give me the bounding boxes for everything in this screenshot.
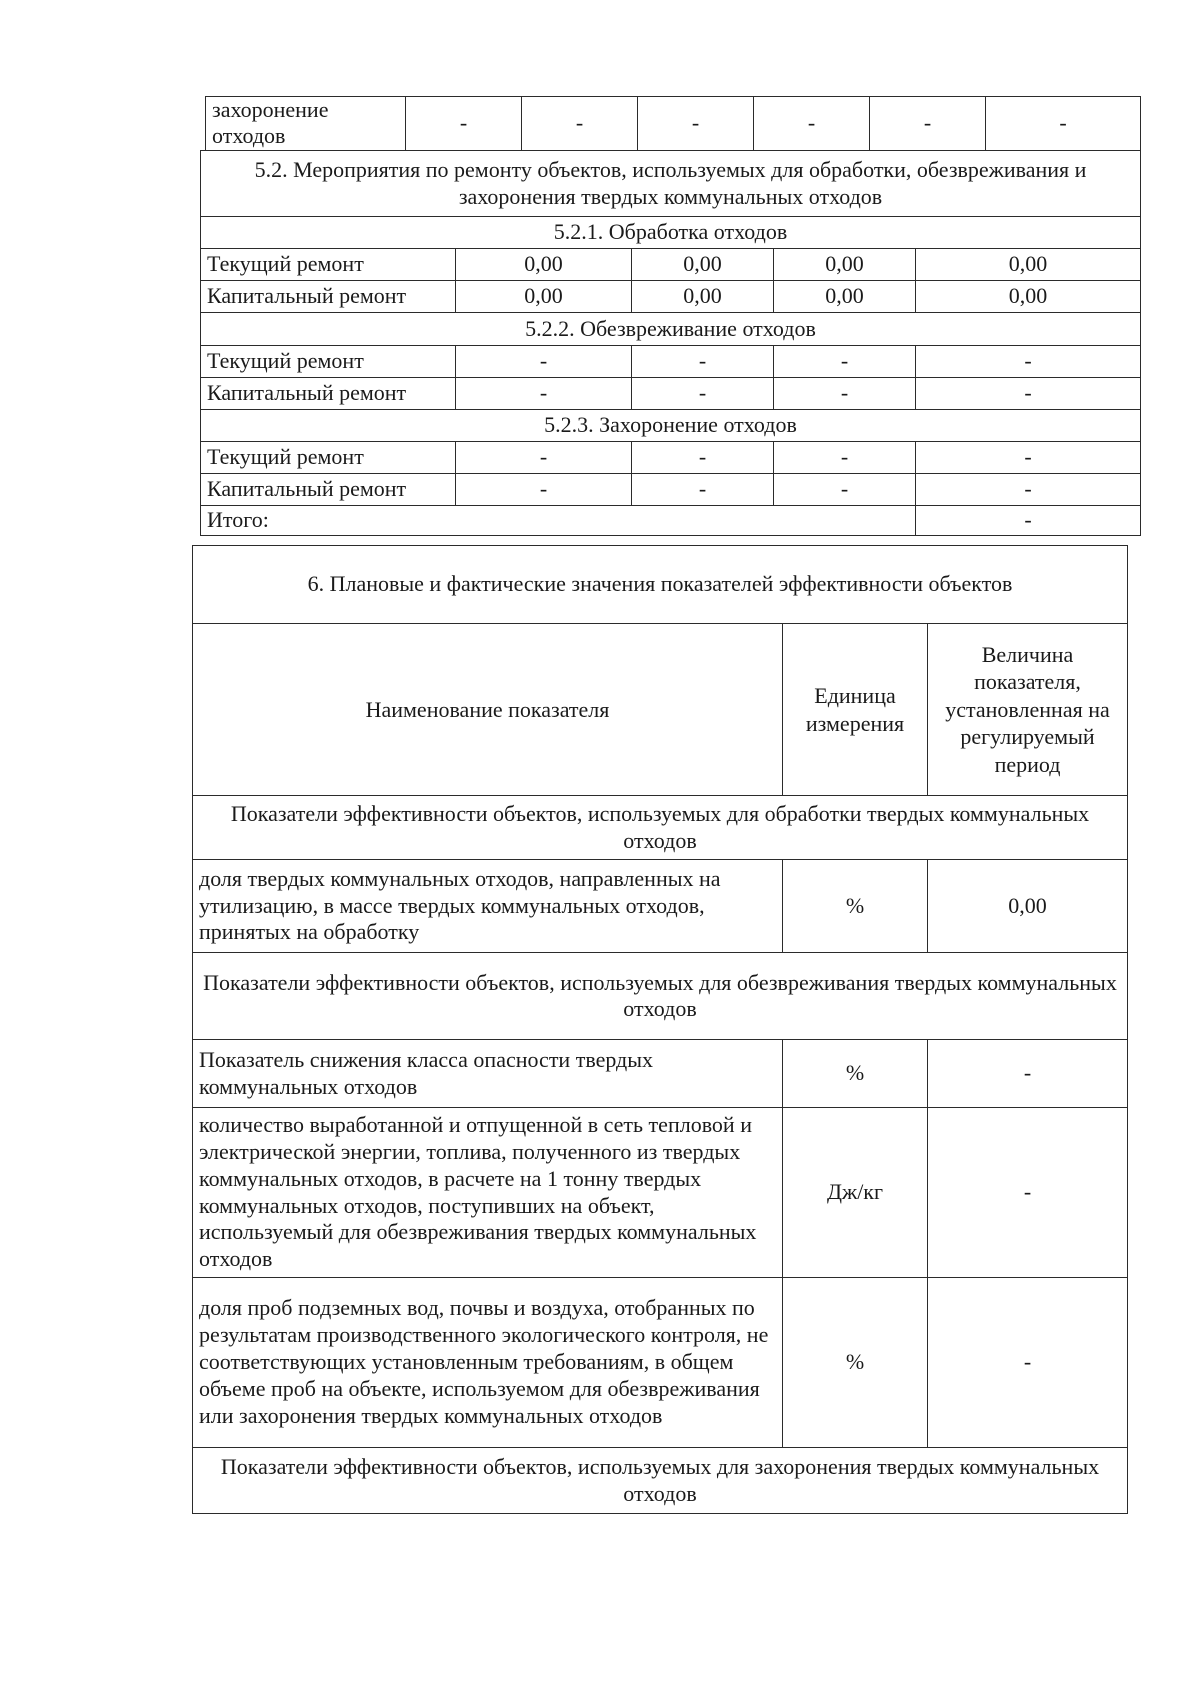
row-label: Текущий ремонт: [201, 442, 456, 474]
table-row: [201, 151, 1141, 217]
indicator-value: -: [928, 1040, 1128, 1108]
section-5-2-table: [200, 150, 1141, 536]
table-row: [201, 442, 1141, 474]
indicator-name: количество выработанной и отпущенной в сеть тепловой и электрической энергии, топлива, полученного из твердых коммунальных отходов, в расчете на 1 тонну твердых коммунальных отходов, поступивших на объект, используемый для обезвреживания твердых коммунальных отходов: [193, 1108, 783, 1278]
total-value: -: [916, 506, 1141, 536]
group-title-neutralization-indicators: Показатели эффективности объектов, используемых для обезвреживания твердых коммунальных отходов: [193, 953, 1128, 1040]
table-cell: -: [916, 474, 1141, 506]
indicator-name: доля проб подземных вод, почвы и воздуха, отобранных по результатам производственного экологического контроля, не соответствующих установленным требованиям, в общем объеме проб на объекте, используемом для обезвреживания или захоронения твердых коммунальных отходов: [193, 1278, 783, 1448]
table-cell: -: [774, 474, 916, 506]
burial-row-table: [205, 96, 1141, 151]
row-label: Капитальный ремонт: [201, 474, 456, 506]
table-cell: 0,00: [456, 249, 632, 281]
table-cell: -: [632, 442, 774, 474]
indicator-unit: Дж/кг: [783, 1108, 928, 1278]
table-cell: 0,00: [456, 281, 632, 313]
table-cell: -: [870, 97, 986, 151]
table-row: [193, 953, 1128, 1040]
table-row: [201, 506, 1141, 536]
table-cell: -: [638, 97, 754, 151]
row-label: Капитальный ремонт: [201, 281, 456, 313]
indicator-name: Показатель снижения класса опасности твердых коммунальных отходов: [193, 1040, 783, 1108]
table-row: [193, 1278, 1128, 1448]
table-cell: 0,00: [632, 281, 774, 313]
indicator-unit: %: [783, 1278, 928, 1448]
section-5-2-title: 5.2. Мероприятия по ремонту объектов, используемых для обработки, обезвреживания и захоронения твердых коммунальных отходов: [201, 151, 1141, 217]
table-row: [193, 1040, 1128, 1108]
row-label: Текущий ремонт: [201, 249, 456, 281]
total-label: Итого:: [201, 506, 916, 536]
table-cell: -: [916, 442, 1141, 474]
table-row: [201, 346, 1141, 378]
table-cell: -: [754, 97, 870, 151]
table-cell: -: [774, 378, 916, 410]
indicator-unit: %: [783, 1040, 928, 1108]
table-row: [206, 97, 1141, 151]
table-cell: -: [916, 346, 1141, 378]
group-title-processing: 5.2.1. Обработка отходов: [201, 217, 1141, 249]
table-row: [201, 249, 1141, 281]
table-row: [193, 1108, 1128, 1278]
table-row: [193, 624, 1128, 796]
table-cell: 0,00: [774, 281, 916, 313]
row-label: Текущий ремонт: [201, 346, 456, 378]
table-cell: -: [774, 442, 916, 474]
burial-row-label: захоронение отходов: [206, 97, 406, 151]
table-row: [193, 860, 1128, 953]
table-cell: -: [916, 378, 1141, 410]
table-cell: -: [774, 346, 916, 378]
indicator-value: 0,00: [928, 860, 1128, 953]
table-row: [201, 313, 1141, 346]
header-value: Величина показателя, установленная на регулируемый период: [928, 624, 1128, 796]
table-row: [193, 796, 1128, 860]
table-cell: -: [632, 378, 774, 410]
section-6-title: 6. Плановые и фактические значения показателей эффективности объектов: [193, 546, 1128, 624]
table-cell: -: [456, 474, 632, 506]
indicator-value: -: [928, 1108, 1128, 1278]
table-row: [201, 217, 1141, 249]
group-title-burial-indicators: Показатели эффективности объектов, используемых для захоронения твердых коммунальных отходов: [193, 1448, 1128, 1514]
indicator-unit: %: [783, 860, 928, 953]
table-row: [193, 546, 1128, 624]
group-title-burial: 5.2.3. Захоронение отходов: [201, 410, 1141, 442]
table-cell: 0,00: [774, 249, 916, 281]
table-row: [201, 378, 1141, 410]
table-cell: -: [632, 474, 774, 506]
table-cell: 0,00: [916, 249, 1141, 281]
header-unit: Единица измерения: [783, 624, 928, 796]
table-cell: 0,00: [916, 281, 1141, 313]
table-cell: -: [406, 97, 522, 151]
header-name: Наименование показателя: [193, 624, 783, 796]
group-title-processing-indicators: Показатели эффективности объектов, используемых для обработки твердых коммунальных отходов: [193, 796, 1128, 860]
table-cell: -: [632, 346, 774, 378]
table-cell: -: [522, 97, 638, 151]
table-cell: -: [456, 442, 632, 474]
table-row: [201, 474, 1141, 506]
table-row: [201, 281, 1141, 313]
indicator-name: доля твердых коммунальных отходов, направленных на утилизацию, в массе твердых коммунальных отходов, принятых на обработку: [193, 860, 783, 953]
group-title-neutralization: 5.2.2. Обезвреживание отходов: [201, 313, 1141, 346]
table-cell: -: [456, 378, 632, 410]
table-cell: 0,00: [632, 249, 774, 281]
row-label: Капитальный ремонт: [201, 378, 456, 410]
indicator-value: -: [928, 1278, 1128, 1448]
table-row: [193, 1448, 1128, 1514]
table-row: [201, 410, 1141, 442]
section-6-table: [192, 545, 1128, 1514]
table-cell: -: [986, 97, 1141, 151]
table-cell: -: [456, 346, 632, 378]
